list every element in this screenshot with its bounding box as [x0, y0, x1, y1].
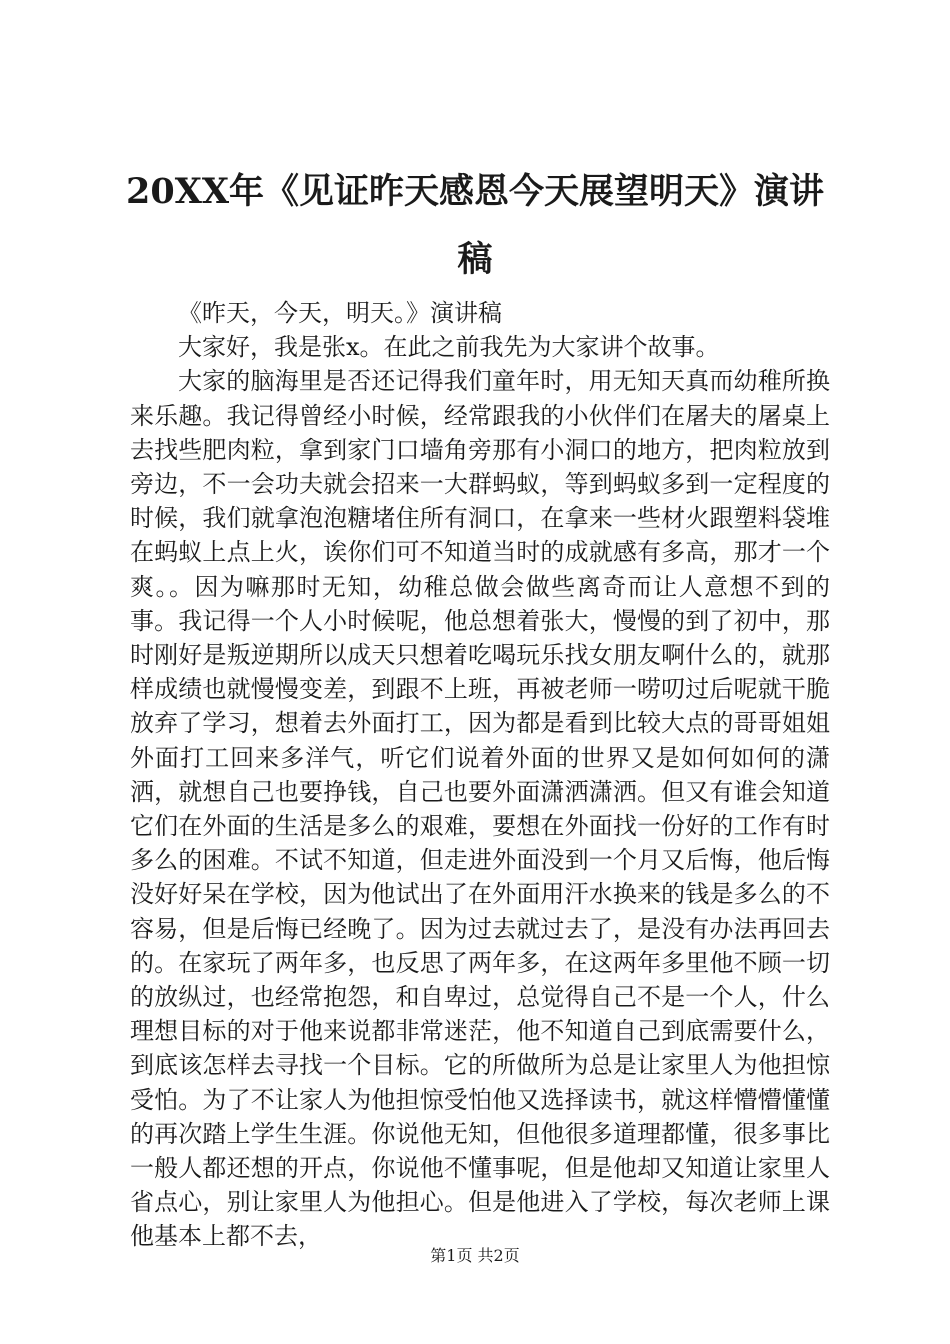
paragraph-subtitle: 《昨天，今天，明天。》演讲稿 — [178, 299, 502, 327]
paragraph-story: 大家的脑海里是否还记得我们童年时，用无知天真而幼稚所换来乐趣。我记得曾经小时候，经常跟我的小伙伴们在屠夫的屠桌上去找些肥肉粒，拿到家门口墙角旁那有小洞口的地方，把肉粒放到旁边，不一会功夫就会招来一大群蚂蚁，等到蚂蚁多到一定程度的时候，我们就拿泡泡糖堵住所有洞口，在拿来一些材火跟塑料袋堆在蚂蚁上点上火，诶你们可不知道当时的成就感有多高，那才一个爽。。因为嘛那时无知，幼稚总做会做些离奇而让人意想不到的事。我记得一个人小时候呢，他总想着张大，慢慢的到了初中，那时刚好是叛逆期所以成天只想着吃喝玩乐找女朋友啊什么的，就那样成绩也就慢慢变差，到跟不上班，再被老师一唠叨过后呢就干脆放弃了学习，想着去外面打工，因为都是看到比较大点的哥哥姐姐外面打工回来多洋气，听它们说着外面的世界又是如何如何的潇洒，就想自己也要挣钱，自己也要外面潇洒潇洒。但又有谁会知道它们在外面的生活是多么的艰难，要想在外面找一份好的工作有时多么的困难。不试不知道，但走进外面没到一个月又后悔，他后悔没好好呆在学校，因为他试出了在外面用汗水换来的钱是多么的不容易，但是后悔已经晚了。因为过去就过去了，是没有办法再回去的。在家玩了两年多，也反思了两年多，在这两年多里他不顾一切的放纵过，也经常抱怨，和自卑过，总觉得自己不是一个人，什么理想目标的对于他来说都非常迷茫，他不知道自己到底需要什么，到底该怎样去寻找一个目标。它的所做所为总是让家里人为他担惊受怕。为了不让家人为他担惊受怕他又选择读书，就这样懵懵懂懂的再次踏上学生生涯。你说他无知，但他很多道理都懂，很多事比一般人都还想的开点，你说他不懂事呢，但是他却又知道让家里人省点心，别让家里人为他担心。但是他进入了学校，每次老师上课他基本上都不去， — [130, 367, 830, 1251]
page-footer: 第1页 共2页 — [430, 1246, 520, 1265]
paragraph-greeting: 大家好，我是张x。在此之前我先为大家讲个故事。 — [178, 333, 720, 362]
document-body — [130, 296, 830, 1254]
document-title: 20XX年《见证昨天感恩今天展望明天》演讲稿 — [125, 171, 825, 280]
